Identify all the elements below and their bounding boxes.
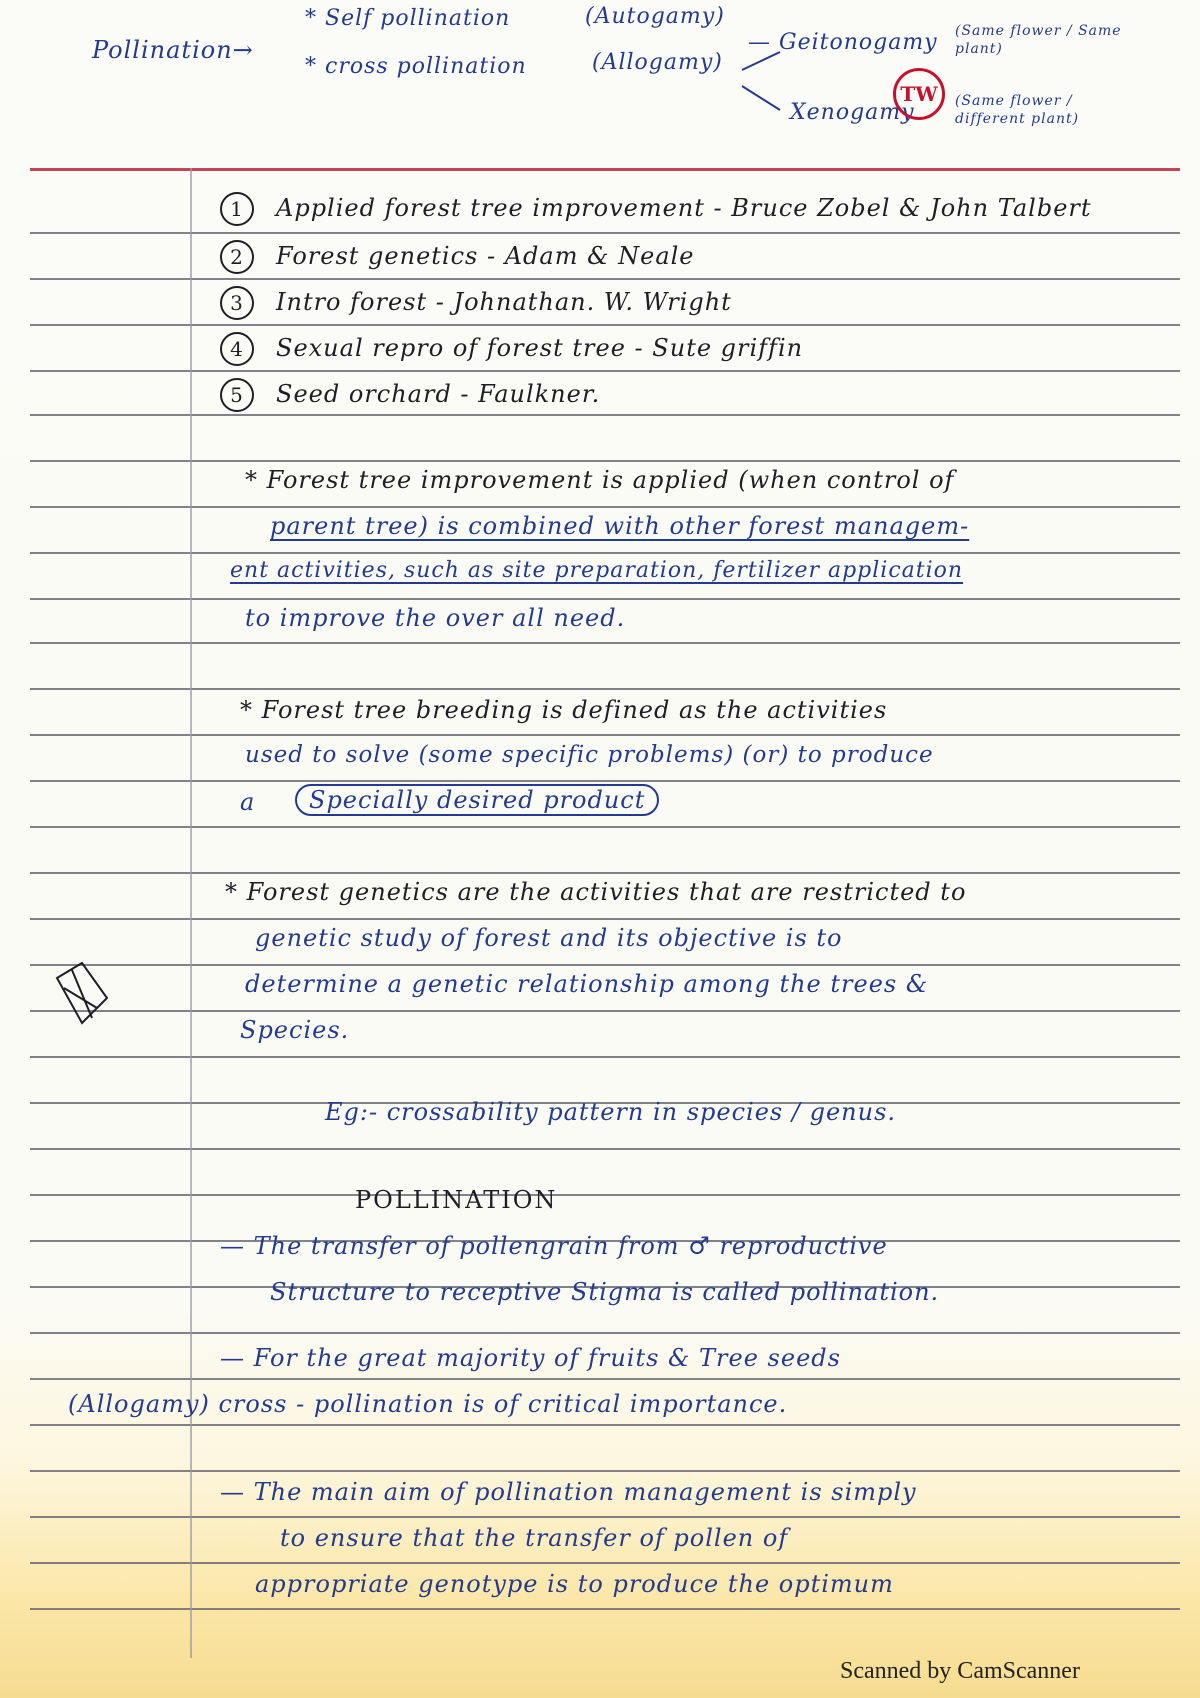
ruled-line [30,872,1180,874]
management-line2: to ensure that the transfer of pollen of [280,1524,789,1552]
ruled-line [30,964,1180,966]
para1-line3: ent activities, such as site preparation, fertilizer application [230,558,964,583]
branch-lines [740,40,790,120]
ruled-line [30,1194,1180,1196]
book-3: 3 Intro forest - Johnathan. W. Wright [220,286,732,320]
para3-example: Eg:- crossability pattern in species / genus. [325,1098,897,1126]
ruled-line [30,598,1180,600]
para2-circled-phrase: Specially desired product [295,784,659,816]
ruled-line [30,506,1180,508]
margin-line [190,168,192,1658]
para1-line4: to improve the over all need. [245,604,626,632]
para2-line2: used to solve (some specific problems) (or) to produce [245,742,934,768]
para3-line4: Species. [240,1016,350,1044]
para3-line1: * Forest genetics are the activities that are restricted to [225,878,967,906]
ruled-line [30,826,1180,828]
para2-line1: * Forest tree breeding is defined as the activities [240,696,888,724]
para3-line3: determine a genetic relationship among the trees & [245,970,929,998]
allogamy-label: (Allogamy) [592,50,723,75]
pollination-def-line1: — The transfer of pollengrain from ♂ reproductive [220,1232,888,1260]
xenogamy-note: (Same flower / different plant) [955,93,1080,127]
allogamy-line1: — For the great majority of fruits & Tree seeds [220,1344,841,1372]
ruled-line [30,552,1180,554]
xenogamy-label: Xenogamy [790,100,915,125]
ruled-line [30,414,1180,416]
geitonogamy-label: — Geitonogamy [748,30,938,55]
autogamy-label: (Autogamy) [585,4,725,29]
ruled-line [30,1332,1180,1334]
logo-stamp: TW [893,68,945,120]
ruled-line [30,1424,1180,1426]
header-rule [30,168,1180,171]
book-2: 2 Forest genetics - Adam & Neale [220,240,695,274]
ruled-line [30,780,1180,782]
ruled-line [30,1608,1180,1610]
para2-a: a [240,788,256,816]
ruled-line [30,1562,1180,1564]
cross-pollination: * cross pollination [305,54,527,79]
ruled-line [30,1516,1180,1518]
para3-line2: genetic study of forest and its objective is to [255,924,843,952]
ruled-line [30,1148,1180,1150]
book-5: 5 Seed orchard - Faulkner. [220,378,600,412]
ruled-line [30,688,1180,690]
self-pollination: * Self pollination [305,6,511,31]
ruled-line [30,734,1180,736]
ruled-line [30,370,1180,372]
ruled-line [30,460,1180,462]
ruled-line [30,642,1180,644]
ruled-line [30,1378,1180,1380]
ruled-line [30,1056,1180,1058]
book-4: 4 Sexual repro of forest tree - Sute griffin [220,332,803,366]
para1-line1: * Forest tree improvement is applied (when control of [245,466,955,494]
management-line1: — The main aim of pollination management is simply [220,1478,917,1506]
pollination-def-line2: Structure to receptive Stigma is called pollination. [270,1278,940,1306]
ruled-line [30,324,1180,326]
ruled-line [30,1470,1180,1472]
pollination-heading: POLLINATION [355,1186,558,1214]
management-line3: appropriate genotype is to produce the optimum [255,1570,894,1598]
para1-line2: parent tree) is combined with other forest managem- [270,512,970,540]
geitonogamy-note: (Same flower / Same plant) [955,23,1122,57]
ruled-line [30,278,1180,280]
ruled-line [30,918,1180,920]
ruled-line [30,232,1180,234]
ruled-line [30,1010,1180,1012]
scanner-footer: Scanned by CamScanner [840,1658,1080,1684]
margin-scribble [52,958,112,1028]
allogamy-line2: (Allogamy) cross - pollination is of critical importance. [68,1390,788,1418]
pollination-label: Pollination→ [92,36,254,64]
book-1: 1 Applied forest tree improvement - Bruce Zobel & John Talbert [220,192,1092,226]
